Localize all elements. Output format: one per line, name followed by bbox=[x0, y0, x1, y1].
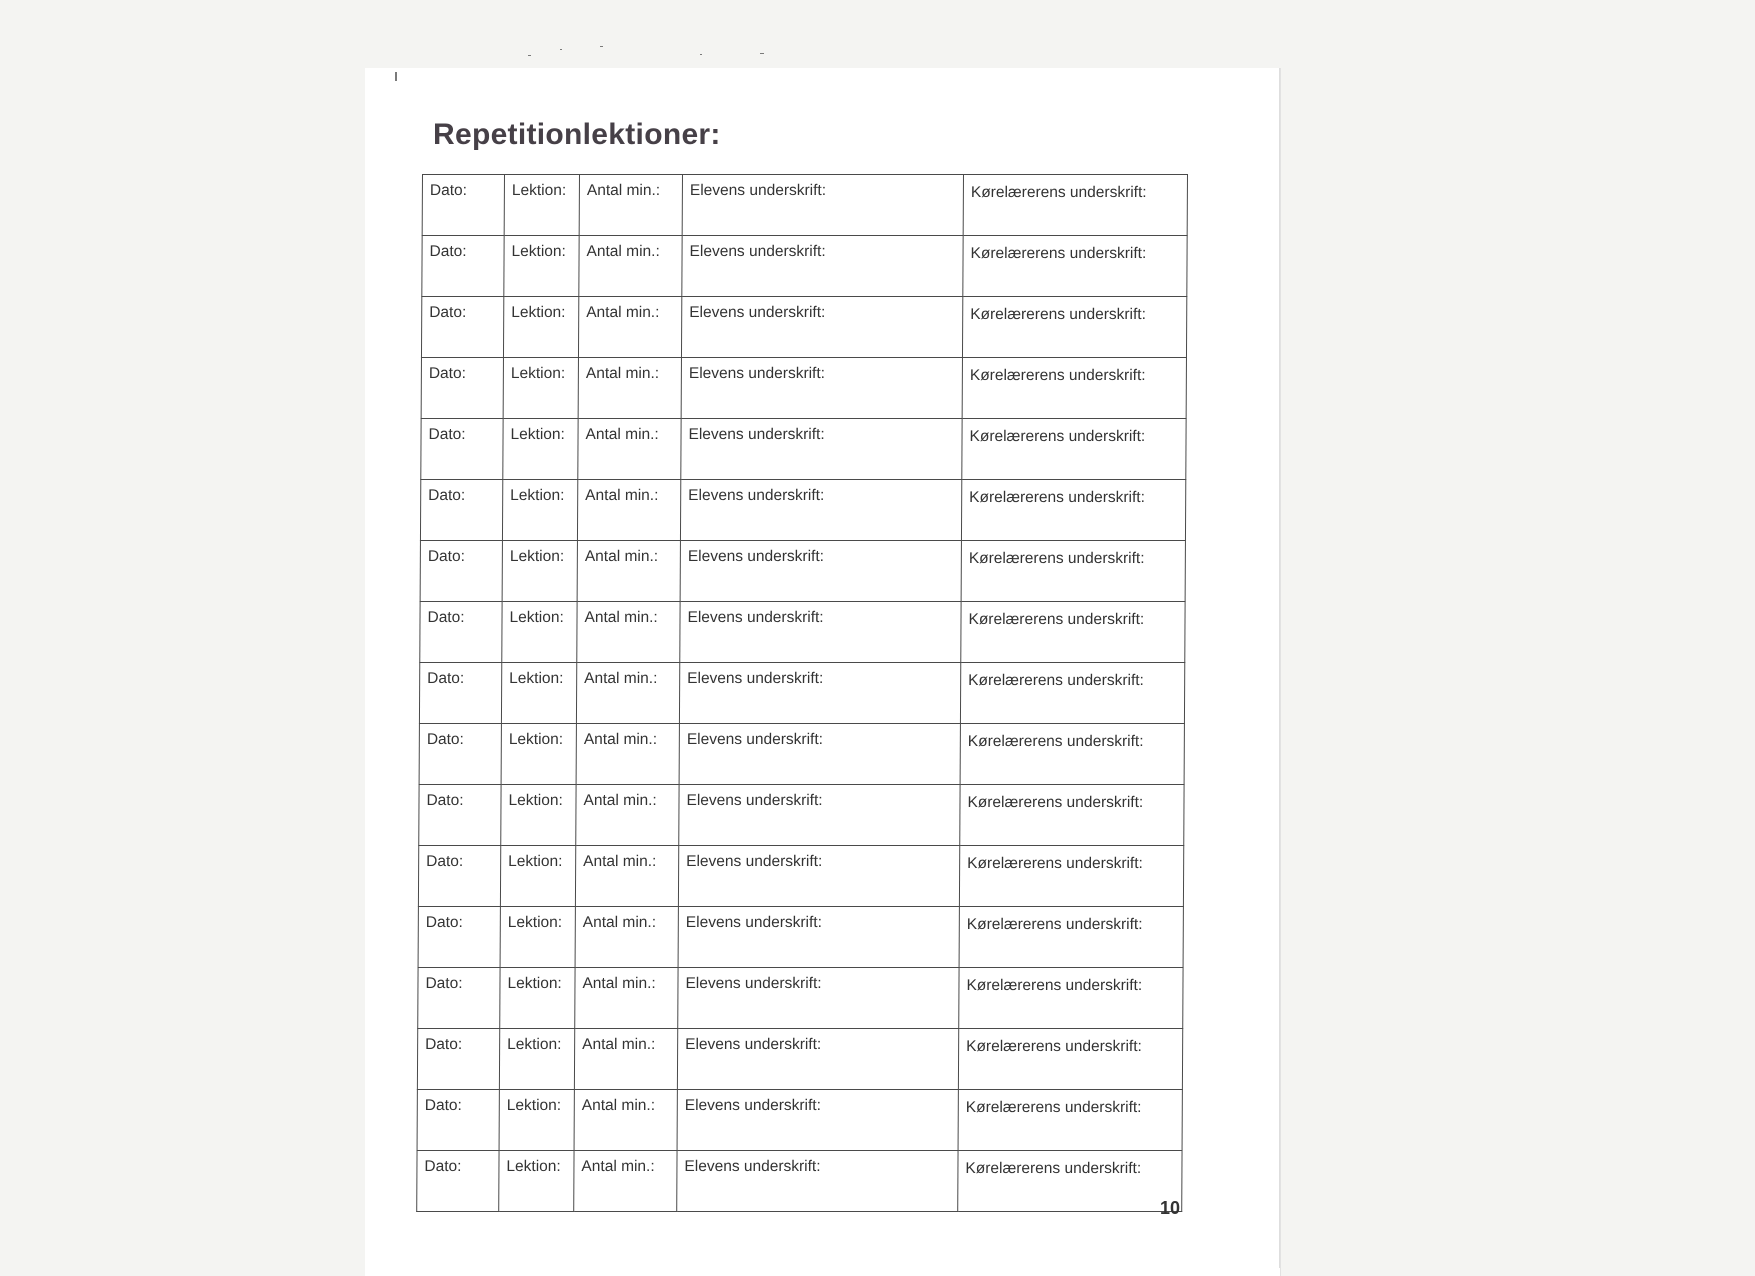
lesson-field[interactable]: Lektion: bbox=[502, 541, 577, 602]
minutes-field[interactable]: Antal min.: bbox=[579, 175, 682, 236]
date-field[interactable]: Dato: bbox=[422, 175, 504, 236]
minutes-field[interactable]: Antal min.: bbox=[578, 358, 681, 419]
page-title: Repetitionlektioner: bbox=[433, 118, 721, 151]
instructor-signature-field[interactable]: Kørelærerens underskrift: bbox=[960, 724, 1184, 785]
scan-speck bbox=[700, 54, 702, 55]
instructor-signature-field[interactable]: Kørelærerens underskrift: bbox=[958, 1090, 1182, 1151]
minutes-field[interactable]: Antal min.: bbox=[575, 846, 678, 907]
scan-speck bbox=[528, 55, 531, 56]
date-field[interactable]: Dato: bbox=[421, 297, 503, 358]
lesson-field[interactable]: Lektion: bbox=[501, 663, 576, 724]
student-signature-field[interactable]: Elevens underskrift: bbox=[678, 968, 959, 1029]
table-row bbox=[418, 907, 1183, 968]
lesson-field[interactable]: Lektion: bbox=[502, 602, 577, 663]
student-signature-field[interactable]: Elevens underskrift: bbox=[682, 236, 963, 297]
table-row bbox=[420, 602, 1185, 663]
lesson-log-table bbox=[416, 174, 1188, 1212]
student-signature-field[interactable]: Elevens underskrift: bbox=[677, 1151, 958, 1212]
student-signature-field[interactable]: Elevens underskrift: bbox=[680, 602, 961, 663]
instructor-signature-field[interactable]: Kørelærerens underskrift: bbox=[963, 236, 1187, 297]
page-edge bbox=[1279, 68, 1280, 1268]
table-row bbox=[419, 785, 1184, 846]
lesson-field[interactable]: Lektion: bbox=[500, 846, 575, 907]
table-row bbox=[418, 968, 1183, 1029]
student-signature-field[interactable]: Elevens underskrift: bbox=[678, 846, 959, 907]
student-signature-field[interactable]: Elevens underskrift: bbox=[681, 419, 962, 480]
lesson-field[interactable]: Lektion: bbox=[499, 1029, 574, 1090]
instructor-signature-field[interactable]: Kørelærerens underskrift: bbox=[961, 541, 1185, 602]
student-signature-field[interactable]: Elevens underskrift: bbox=[677, 1029, 958, 1090]
minutes-field[interactable]: Antal min.: bbox=[578, 297, 681, 358]
date-field[interactable]: Dato: bbox=[421, 358, 503, 419]
minutes-field[interactable]: Antal min.: bbox=[575, 968, 678, 1029]
minutes-field[interactable]: Antal min.: bbox=[576, 663, 679, 724]
lesson-field[interactable]: Lektion: bbox=[503, 358, 578, 419]
table-row bbox=[421, 358, 1186, 419]
minutes-field[interactable]: Antal min.: bbox=[576, 785, 679, 846]
date-field[interactable]: Dato: bbox=[421, 419, 503, 480]
minutes-field[interactable]: Antal min.: bbox=[574, 1029, 677, 1090]
lesson-field[interactable]: Lektion: bbox=[501, 785, 576, 846]
minutes-field[interactable]: Antal min.: bbox=[576, 724, 679, 785]
date-field[interactable]: Dato: bbox=[422, 236, 504, 297]
date-field[interactable]: Dato: bbox=[417, 1090, 499, 1151]
table-row bbox=[419, 663, 1184, 724]
date-field[interactable]: Dato: bbox=[418, 968, 500, 1029]
date-field[interactable]: Dato: bbox=[417, 1029, 499, 1090]
student-signature-field[interactable]: Elevens underskrift: bbox=[680, 541, 961, 602]
table-row bbox=[420, 480, 1185, 541]
date-field[interactable]: Dato: bbox=[419, 663, 501, 724]
instructor-signature-field[interactable]: Kørelærerens underskrift: bbox=[963, 175, 1187, 236]
scan-speck bbox=[395, 72, 397, 81]
table-row bbox=[422, 236, 1187, 297]
page-number: 10 bbox=[1160, 1198, 1181, 1218]
lesson-field[interactable]: Lektion: bbox=[503, 419, 578, 480]
instructor-signature-field[interactable]: Kørelærerens underskrift: bbox=[958, 1029, 1182, 1090]
date-field[interactable]: Dato: bbox=[420, 602, 502, 663]
table-row bbox=[417, 1029, 1182, 1090]
table-row bbox=[417, 1151, 1182, 1212]
student-signature-field[interactable]: Elevens underskrift: bbox=[682, 175, 963, 236]
table-row bbox=[418, 846, 1183, 907]
student-signature-field[interactable]: Elevens underskrift: bbox=[678, 907, 959, 968]
minutes-field[interactable]: Antal min.: bbox=[578, 419, 681, 480]
instructor-signature-field[interactable]: Kørelærerens underskrift: bbox=[962, 419, 1186, 480]
lesson-field[interactable]: Lektion: bbox=[501, 724, 576, 785]
date-field[interactable]: Dato: bbox=[420, 541, 502, 602]
instructor-signature-field[interactable]: Kørelærerens underskrift: bbox=[961, 602, 1185, 663]
scan-speck bbox=[600, 46, 603, 47]
minutes-field[interactable]: Antal min.: bbox=[577, 541, 680, 602]
student-signature-field[interactable]: Elevens underskrift: bbox=[679, 724, 960, 785]
lesson-field[interactable]: Lektion: bbox=[500, 907, 575, 968]
student-signature-field[interactable]: Elevens underskrift: bbox=[680, 480, 961, 541]
minutes-field[interactable]: Antal min.: bbox=[579, 236, 682, 297]
date-field[interactable]: Dato: bbox=[418, 907, 500, 968]
student-signature-field[interactable]: Elevens underskrift: bbox=[677, 1090, 958, 1151]
lesson-field[interactable]: Lektion: bbox=[504, 175, 579, 236]
instructor-signature-field[interactable]: Kørelærerens underskrift: bbox=[962, 297, 1186, 358]
table-row bbox=[421, 419, 1186, 480]
minutes-field[interactable]: Antal min.: bbox=[577, 480, 680, 541]
instructor-signature-field[interactable]: Kørelærerens underskrift: bbox=[958, 1151, 1182, 1212]
table-row bbox=[419, 724, 1184, 785]
lesson-field[interactable]: Lektion: bbox=[502, 480, 577, 541]
lesson-field[interactable]: Lektion: bbox=[500, 968, 575, 1029]
table-row bbox=[422, 175, 1187, 236]
minutes-field[interactable]: Antal min.: bbox=[574, 1151, 677, 1212]
instructor-signature-field[interactable]: Kørelærerens underskrift: bbox=[959, 846, 1183, 907]
table-row bbox=[420, 541, 1185, 602]
instructor-signature-field[interactable]: Kørelærerens underskrift: bbox=[960, 663, 1184, 724]
minutes-field[interactable]: Antal min.: bbox=[574, 1090, 677, 1151]
instructor-signature-field[interactable]: Kørelærerens underskrift: bbox=[959, 968, 1183, 1029]
lesson-field[interactable]: Lektion: bbox=[499, 1151, 574, 1212]
date-field[interactable]: Dato: bbox=[419, 724, 501, 785]
student-signature-field[interactable]: Elevens underskrift: bbox=[681, 297, 962, 358]
lesson-field[interactable]: Lektion: bbox=[499, 1090, 574, 1151]
date-field[interactable]: Dato: bbox=[418, 846, 500, 907]
lesson-field[interactable]: Lektion: bbox=[503, 297, 578, 358]
instructor-signature-field[interactable]: Kørelærerens underskrift: bbox=[959, 907, 1183, 968]
student-signature-field[interactable]: Elevens underskrift: bbox=[681, 358, 962, 419]
student-signature-field[interactable]: Elevens underskrift: bbox=[679, 785, 960, 846]
lesson-field[interactable]: Lektion: bbox=[504, 236, 579, 297]
date-field[interactable]: Dato: bbox=[419, 785, 501, 846]
minutes-field[interactable]: Antal min.: bbox=[575, 907, 678, 968]
instructor-signature-field[interactable]: Kørelærerens underskrift: bbox=[962, 358, 1186, 419]
scan-speck bbox=[560, 49, 562, 50]
instructor-signature-field[interactable]: Kørelærerens underskrift: bbox=[961, 480, 1185, 541]
table-row bbox=[421, 297, 1186, 358]
student-signature-field[interactable]: Elevens underskrift: bbox=[679, 663, 960, 724]
table-row bbox=[417, 1090, 1182, 1151]
minutes-field[interactable]: Antal min.: bbox=[577, 602, 680, 663]
date-field[interactable]: Dato: bbox=[417, 1151, 499, 1212]
date-field[interactable]: Dato: bbox=[420, 480, 502, 541]
instructor-signature-field[interactable]: Kørelærerens underskrift: bbox=[960, 785, 1184, 846]
scan-speck bbox=[760, 53, 764, 54]
